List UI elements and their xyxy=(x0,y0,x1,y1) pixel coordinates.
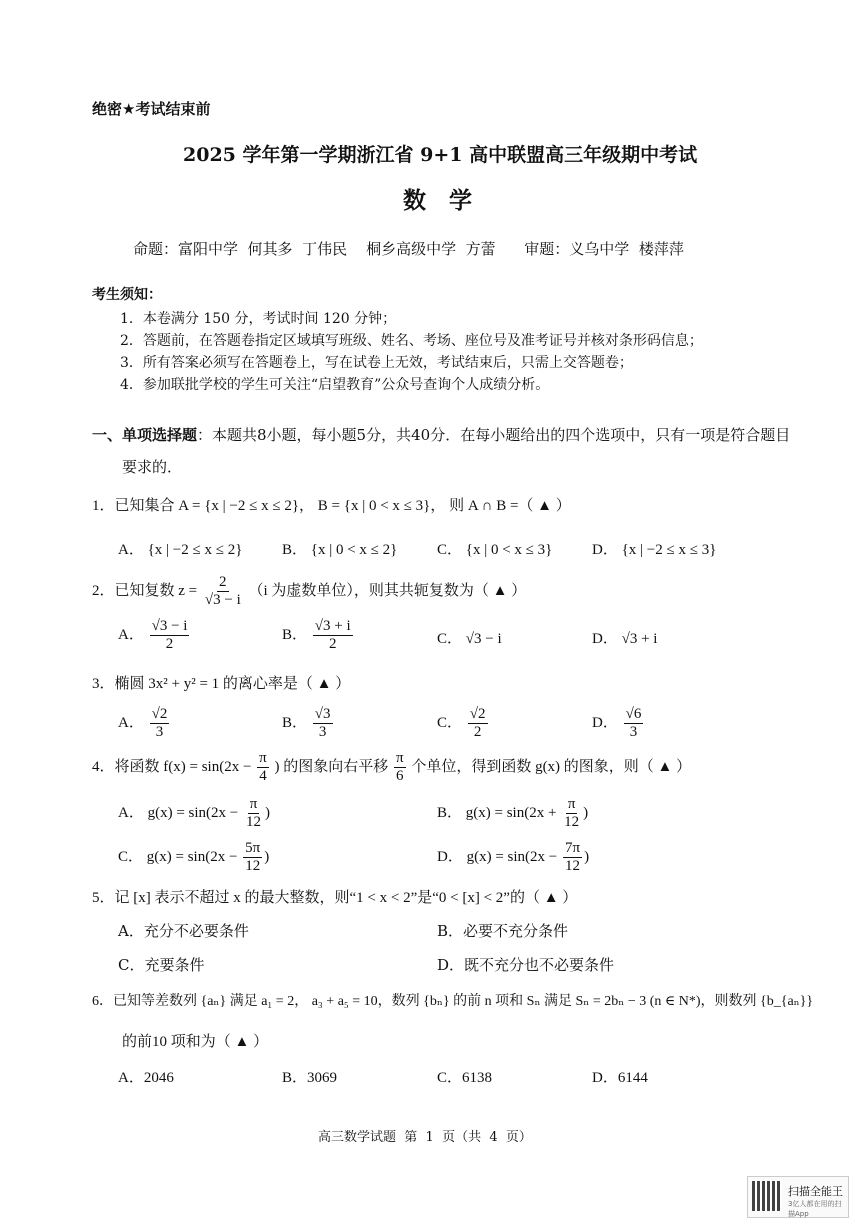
section-heading xyxy=(92,424,790,445)
q3-d-num: √6 xyxy=(624,706,644,724)
q3-c-label: C． xyxy=(437,715,463,732)
question-1-stem: 1．已知集合 A = {x | −2 ≤ x ≤ 2}， B = {x | 0 < x ≤ 3}， 则 A ∩ B =（ ▲ ） xyxy=(92,498,571,514)
q3-c-den: 2 xyxy=(473,724,482,741)
question-6-option-d: D．6144 xyxy=(592,1070,648,1086)
q3-b-den: 3 xyxy=(318,724,327,741)
q4-b-pre: B． g(x) = sin(2x + xyxy=(437,805,557,822)
q2-post: （i 为虚数单位），则其共轭复数为（ ▲ ） xyxy=(248,583,527,600)
question-6-option-a: A．2046 xyxy=(118,1070,174,1086)
question-6-option-c: C．6138 xyxy=(437,1070,493,1086)
question-5-option-c: C．充要条件 xyxy=(118,956,205,974)
authors-line: 命题：富阳中学 何其多 丁伟民 桐乡高级中学 方蕾 审题：义乌中学 楼萍萍 xyxy=(133,240,684,258)
question-2-option-a xyxy=(118,618,191,654)
q3-b-num: √3 xyxy=(313,706,333,724)
q3-a-den: 3 xyxy=(155,724,164,741)
q3-a-label: A． xyxy=(118,715,144,732)
question-6-stem-2: 的前10 项和为（ ▲ ） xyxy=(122,1034,269,1050)
q4-b-close: ) xyxy=(583,805,589,822)
q2-fraction xyxy=(203,574,243,610)
q3-d-den: 3 xyxy=(629,724,638,741)
q2-b-label: B． xyxy=(282,627,308,644)
q3-b-label: B． xyxy=(282,715,308,732)
q4-a-num: π xyxy=(248,796,260,814)
question-3-option-a xyxy=(118,706,171,742)
notice-item-1: 1．本卷满分 150 分，考试时间 120 分钟； xyxy=(120,311,397,327)
q4-d-frac xyxy=(563,840,582,876)
question-5-stem: 5．记 [x] 表示不超过 x 的最大整数，则“1 < x < 2”是“0 < [x] < 2”的（ ▲ ） xyxy=(92,890,578,906)
question-4-option-d xyxy=(437,840,589,876)
q4-pre: 4．将函数 f(x) = sin(2x − xyxy=(92,759,252,776)
question-5-option-d: D．既不充分也不必要条件 xyxy=(437,956,615,974)
question-3-stem: 3．椭圆 3x² + y² = 1 的离心率是（ ▲ ） xyxy=(92,676,351,692)
section-label: 一、单项选择题 xyxy=(92,426,198,444)
q4-mid: ) 的图象向右平移 xyxy=(274,759,389,776)
q4-b-den: 12 xyxy=(564,814,580,831)
q4-s-num: π xyxy=(394,750,406,768)
section-desc: ：本题共8小题，每小题5分，共40分．在每小题给出的四个选项中，只有一项是符合题目 xyxy=(197,426,791,444)
notice-heading: 考生须知： xyxy=(92,287,162,303)
q2-a-den: 2 xyxy=(165,636,174,653)
q4-post: 个单位，得到函数 g(x) 的图象，则（ ▲ ） xyxy=(411,759,692,776)
question-2-option-b xyxy=(282,618,355,654)
q2-b-den: 2 xyxy=(328,636,337,653)
q4-b-num: π xyxy=(566,796,578,814)
q4-c-frac xyxy=(243,840,262,876)
q2-a-frac xyxy=(150,618,190,654)
question-6-stem: 6．已知等差数列 {aₙ} 满足 a₁ = 2， a₃ + a₅ = 10，数列 {bₙ} 的前 n 项和 Sₙ 满足 Sₙ = 2bₙ − 3 (n ∈ N*)，则数列 {b_{aₙ}} xyxy=(92,994,814,1009)
q3-c-num: √2 xyxy=(468,706,488,724)
q2-frac-den: √3 − i xyxy=(204,592,241,609)
q4-d-num: 7π xyxy=(563,840,582,858)
question-3-option-c xyxy=(437,706,490,742)
q4-d-den: 12 xyxy=(565,858,581,875)
q4-c-close: ) xyxy=(264,849,270,866)
q2-pre: 2．已知复数 z = xyxy=(92,583,198,600)
q4-a-den: 12 xyxy=(246,814,261,831)
subject-title: 数 学 xyxy=(403,188,472,214)
q3-d-label: D． xyxy=(592,715,618,732)
question-2-stem xyxy=(92,574,526,610)
q2-frac-num: 2 xyxy=(217,574,229,592)
scanner-watermark xyxy=(747,1176,849,1218)
qr-code-icon xyxy=(752,1181,782,1211)
question-2-option-c: C． √3 − i xyxy=(437,631,502,647)
question-5-option-b: B．必要不充分条件 xyxy=(437,922,569,940)
question-1-option-d: D． {x | −2 ≤ x ≤ 3} xyxy=(592,542,717,558)
q4-a-pre: A． g(x) = sin(2x − xyxy=(118,805,239,822)
scanner-logo-subtext: 3亿人都在用的扫描App xyxy=(788,1200,842,1218)
question-3-option-d xyxy=(592,706,645,742)
q4-f-frac xyxy=(257,750,269,786)
secret-label: 绝密★考试结束前 xyxy=(92,100,211,118)
q4-a-close: ) xyxy=(265,805,270,822)
scanner-logo-text: 扫描全能王 xyxy=(788,1185,843,1198)
question-4-option-c xyxy=(118,840,269,876)
q4-c-den: 12 xyxy=(245,858,261,875)
q4-s-frac xyxy=(394,750,406,786)
q2-b-frac xyxy=(313,618,353,654)
exam-title: 2025 学年第一学期浙江省 9+1 高中联盟高三年级期中考试 xyxy=(183,144,698,166)
question-5-option-a: A．充分不必要条件 xyxy=(118,922,249,940)
question-4-option-a xyxy=(118,796,270,832)
q4-c-num: 5π xyxy=(243,840,262,858)
q2-a-num: √3 − i xyxy=(150,618,190,636)
q3-a-num: √2 xyxy=(150,706,170,724)
q4-f-num: π xyxy=(257,750,269,768)
q4-d-pre: D． g(x) = sin(2x − xyxy=(437,849,558,866)
q3-b-frac xyxy=(313,706,333,742)
question-1-option-b: B． {x | 0 < x ≤ 2} xyxy=(282,542,398,558)
section-desc-2: 要求的． xyxy=(122,458,183,476)
notice-item-2: 2．答题前，在答题卷指定区域填写班级、姓名、考场、座位号及准考证号并核对条形码信息； xyxy=(120,333,703,349)
question-3-option-b xyxy=(282,706,335,742)
q4-b-frac xyxy=(562,796,581,832)
page-footer: 高三数学试题 第 1 页（共 4 页） xyxy=(318,1130,532,1145)
q3-d-frac xyxy=(624,706,644,742)
question-2-option-d: D． √3 + i xyxy=(592,631,658,647)
q4-d-close: ) xyxy=(584,849,590,866)
question-4-option-b xyxy=(437,796,588,832)
q2-b-num: √3 + i xyxy=(313,618,353,636)
q3-a-frac xyxy=(150,706,170,742)
notice-item-4: 4．参加联批学校的学生可关注“启望教育”公众号查询个人成绩分析。 xyxy=(120,377,550,393)
q4-f-den: 4 xyxy=(259,768,267,785)
question-1-option-c: C． {x | 0 < x ≤ 3} xyxy=(437,542,553,558)
q4-a-frac xyxy=(244,796,263,832)
question-4-stem xyxy=(92,750,691,786)
q4-c-pre: C． g(x) = sin(2x − xyxy=(118,849,238,866)
q4-s-den: 6 xyxy=(396,768,404,785)
question-6-option-b: B．3069 xyxy=(282,1070,338,1086)
notice-item-3: 3．所有答案必须写在答题卷上，写在试卷上无效，考试结束后，只需上交答题卷； xyxy=(120,355,633,371)
q2-a-label: A． xyxy=(118,627,144,644)
q3-c-frac xyxy=(468,706,488,742)
question-1-option-a: A． {x | −2 ≤ x ≤ 2} xyxy=(118,542,243,558)
